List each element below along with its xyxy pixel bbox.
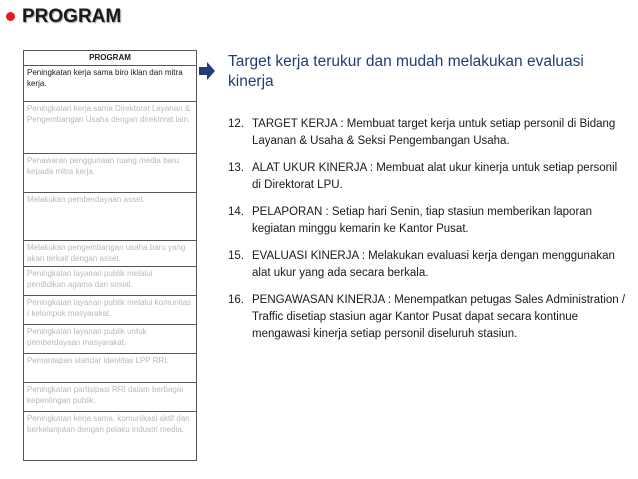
- list-item: [228, 292, 628, 343]
- list-item-text: PELAPORAN : Setiap hari Senin, tiap stasiun memberikan laporan kegiatan minggu kemarin ke Kantor Pusat.: [252, 206, 593, 235]
- program-row-text: Melakukan pemberdayaan asset.: [27, 195, 145, 204]
- program-row-text: Penawaran penggunaan ruang media baru kepada mitra kerja.: [27, 156, 180, 176]
- target-list: [228, 116, 628, 353]
- program-row: [24, 154, 196, 193]
- program-row: [24, 383, 196, 412]
- list-item-text: ALAT UKUR KINERJA : Membuat alat ukur kinerja untuk setiap personil di Direktorat LPU.: [252, 162, 618, 191]
- program-row: [24, 66, 196, 102]
- program-table: [23, 50, 197, 461]
- program-table-header: PROGRAM: [24, 51, 196, 66]
- list-item: [228, 248, 628, 282]
- program-row: [24, 193, 196, 241]
- program-row: [24, 267, 196, 296]
- program-row-text: Melakukan pengembangan usaha baru yang akan terkait dengan asset.: [27, 243, 186, 263]
- section-title: Target kerja terukur dan mudah melakukan evaluasi kinerja: [228, 53, 584, 90]
- program-row: [24, 412, 196, 451]
- list-item-text: PENGAWASAN KINERJA : Menempatkan petugas Sales Administration / Traffic disetiap stasiun agar Kantor Pusat dapat secara kontinue mengawasi kinerja setiap personil diseluruh stasiun.: [252, 294, 626, 340]
- program-row-text: Peningkatan kerja sama biro iklan dan mitra kerja.: [27, 68, 183, 88]
- program-row-text: Peningkatan layanan publik melalui komunitas / kelompok masyarakat.: [27, 298, 192, 318]
- list-item: [228, 204, 628, 238]
- program-row: [24, 102, 196, 154]
- program-row: [24, 296, 196, 325]
- list-item-text: EVALUASI KINERJA : Melakukan evaluasi kerja dengan menggunakan alat ukur yang ada secara berkala.: [252, 250, 615, 279]
- list-item-number: 15.: [228, 250, 244, 262]
- list-item: [228, 116, 628, 150]
- program-row: [24, 325, 196, 354]
- program-row: [24, 241, 196, 267]
- program-row-text: Peningkatan partisipasi RRI dalam berbagai kepentingan publik.: [27, 385, 184, 405]
- list-item-number: 14.: [228, 206, 244, 218]
- program-row-text: Peningkatan layanan publik untuk pemberdayaan masyarakat.: [27, 327, 147, 347]
- page-title: PROGRAM: [22, 6, 122, 27]
- title-bullet-icon: [6, 12, 15, 21]
- program-row: [24, 354, 196, 383]
- list-item-number: 12.: [228, 118, 244, 130]
- program-row-text: Peningkatan kerja sama Direktorat Layanan & Pengembangan Usaha dengan direktorat lain.: [27, 104, 191, 124]
- list-item-number: 16.: [228, 294, 244, 306]
- list-item-number: 13.: [228, 162, 244, 174]
- list-item: [228, 160, 628, 194]
- program-row-text: Peningkatan kerja sama, komunikasi aktif dan berkelanjutan dengan pelaku industri media.: [27, 414, 190, 434]
- program-row-text: Pemantapan standar identitas LPP RRI.: [27, 356, 169, 365]
- program-row-text: Peningkatan layanan publik melalui pendidikan agama dan sosial.: [27, 269, 153, 289]
- list-item-text: TARGET KERJA : Membuat target kerja untuk setiap personil di Bidang Layanan & Usaha & Seksi Pengembangan Usaha.: [252, 118, 616, 147]
- right-arrow-icon: [199, 62, 215, 80]
